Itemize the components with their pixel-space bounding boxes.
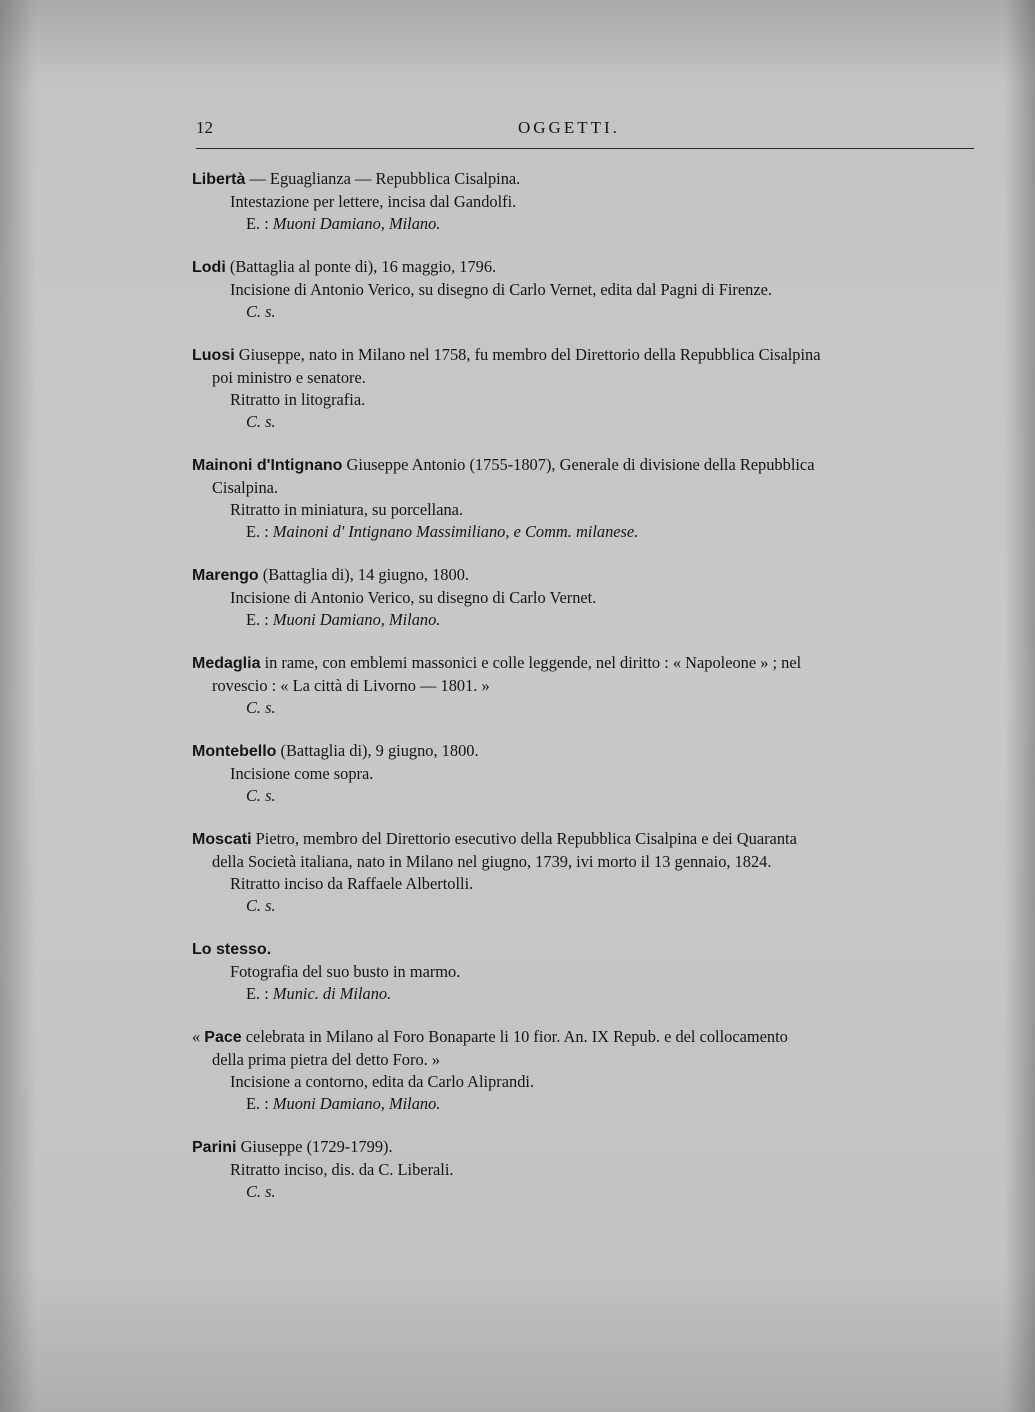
owner-ref: C. s. — [246, 698, 276, 717]
entry-description: Incisione a contorno, edita da Carlo Aliprandi. — [230, 1072, 535, 1091]
catalog-entry — [192, 564, 978, 631]
catalog-entry — [192, 1026, 978, 1115]
entry-heading-text: Giuseppe Antonio (1755-1807), Generale di divisione della Repubblica — [342, 455, 815, 474]
entry-continuation: della prima pietra del detto Foro. » — [212, 1050, 441, 1069]
catalog-entry — [192, 1136, 978, 1203]
owner-name: Muoni Damiano, Milano. — [272, 214, 441, 233]
entry-heading-text: — Eguaglianza — Repubblica Cisalpina. — [245, 169, 521, 188]
entry-owner-ref — [192, 785, 978, 807]
page-shadow-left — [0, 0, 36, 1412]
entry-heading-prefix: « — [192, 1027, 205, 1046]
entry-heading-line — [192, 256, 978, 279]
entry-heading-line — [192, 652, 978, 675]
entry-owner — [192, 609, 978, 631]
owner-ref: C. s. — [246, 786, 276, 805]
catalog-entry — [192, 740, 978, 807]
entry-description: Incisione di Antonio Verico, su disegno di Carlo Vernet. — [230, 588, 597, 607]
owner-name: Munic. di Milano. — [272, 984, 392, 1003]
entry-description: Ritratto inciso, dis. da C. Liberali. — [230, 1160, 454, 1179]
header-rule — [196, 148, 974, 149]
catalog-entry — [192, 256, 978, 323]
entry-heading-line — [192, 828, 978, 851]
entry-owner-ref — [192, 411, 978, 433]
owner-name: Muoni Damiano, Milano. — [272, 610, 441, 629]
entry-heading-line — [192, 1026, 978, 1049]
entry-owner-ref — [192, 697, 978, 719]
entry-heading: Marengo — [192, 567, 259, 584]
entry-description: Incisione come sopra. — [230, 764, 374, 783]
entry-heading-line — [192, 740, 978, 763]
catalog-entries — [192, 168, 978, 1224]
owner-prefix: E. : — [246, 522, 273, 541]
entry-heading-line — [192, 1136, 978, 1159]
entry-heading-text: in rame, con emblemi massonici e colle leggende, nel diritto : « Napoleone » ; nel — [260, 653, 802, 672]
entry-heading-line — [192, 938, 978, 961]
entry-heading: Pace — [204, 1029, 242, 1046]
catalog-entry — [192, 168, 978, 235]
entry-heading: Parini — [192, 1139, 237, 1156]
entry-owner — [192, 521, 978, 543]
entry-heading: Moscati — [192, 831, 252, 848]
entry-heading-line — [192, 454, 978, 477]
entry-continuation: della Società italiana, nato in Milano nel giugno, 1739, ivi morto il 13 gennaio, 1824. — [212, 852, 772, 871]
entry-continuation: Cisalpina. — [212, 478, 279, 497]
entry-owner — [192, 983, 978, 1005]
entry-heading: Mainoni d'Intignano — [192, 457, 343, 474]
entry-heading: Libertà — [192, 171, 246, 188]
catalog-entry — [192, 938, 978, 1005]
entry-heading: Luosi — [192, 347, 235, 364]
page-header — [196, 116, 972, 146]
entry-owner — [192, 1093, 978, 1115]
entry-heading-text: Giuseppe (1729-1799). — [236, 1137, 393, 1156]
entry-owner — [192, 213, 978, 235]
owner-name: Muoni Damiano, Milano. — [272, 1094, 441, 1113]
entry-heading-line — [192, 344, 978, 367]
entry-description: Ritratto in litografia. — [230, 390, 366, 409]
entry-heading-text: (Battaglia al ponte di), 16 maggio, 1796. — [225, 257, 497, 276]
entry-owner-ref — [192, 895, 978, 917]
entry-continuation: rovescio : « La città di Livorno — 1801. » — [212, 676, 490, 695]
entry-heading: Lodi — [192, 259, 226, 276]
owner-name: Mainoni d' Intignano Massimiliano, e Comm. milanese. — [272, 522, 639, 541]
owner-ref: C. s. — [246, 896, 276, 915]
entry-heading-text: Pietro, membro del Direttorio esecutivo della Repubblica Cisalpina e dei Quaranta — [251, 829, 797, 848]
catalog-entry — [192, 828, 978, 917]
entry-description: Incisione di Antonio Verico, su disegno di Carlo Vernet, edita dal Pagni di Firenze. — [230, 280, 773, 299]
running-title: OGGETTI. — [518, 118, 620, 137]
entry-heading-line — [192, 564, 978, 587]
entry-heading-line — [192, 168, 978, 191]
entry-heading-text: (Battaglia di), 14 giugno, 1800. — [258, 565, 469, 584]
entry-description: Ritratto in miniatura, su porcellana. — [230, 500, 464, 519]
entry-owner-ref — [192, 1181, 978, 1203]
entry-description: Ritratto inciso da Raffaele Albertolli. — [230, 874, 474, 893]
entry-heading-text: (Battaglia di), 9 giugno, 1800. — [276, 741, 479, 760]
catalog-entry — [192, 344, 978, 433]
catalog-entry — [192, 652, 978, 719]
owner-ref: C. s. — [246, 412, 276, 431]
page-number: 12 — [196, 118, 213, 137]
owner-ref: C. s. — [246, 302, 276, 321]
entry-heading: Montebello — [192, 743, 277, 760]
entry-heading-text: Giuseppe, nato in Milano nel 1758, fu membro del Direttorio della Repubblica Cisalpina — [234, 345, 821, 364]
entry-heading-text: celebrata in Milano al Foro Bonaparte li 10 fior. An. IX Repub. e del collocamento — [241, 1027, 788, 1046]
entry-owner-ref — [192, 301, 978, 323]
entry-description: Fotografia del suo busto in marmo. — [230, 962, 461, 981]
owner-prefix: E. : — [246, 610, 273, 629]
page-shadow-right — [1005, 0, 1035, 1412]
owner-prefix: E. : — [246, 1094, 273, 1113]
entry-description: Intestazione per lettere, incisa dal Gandolfi. — [230, 192, 517, 211]
owner-prefix: E. : — [246, 984, 273, 1003]
entry-heading: Lo stesso. — [192, 941, 272, 958]
owner-ref: C. s. — [246, 1182, 276, 1201]
owner-prefix: E. : — [246, 214, 273, 233]
entry-continuation: poi ministro e senatore. — [212, 368, 366, 387]
entry-heading: Medaglia — [192, 655, 261, 672]
catalog-entry — [192, 454, 978, 543]
